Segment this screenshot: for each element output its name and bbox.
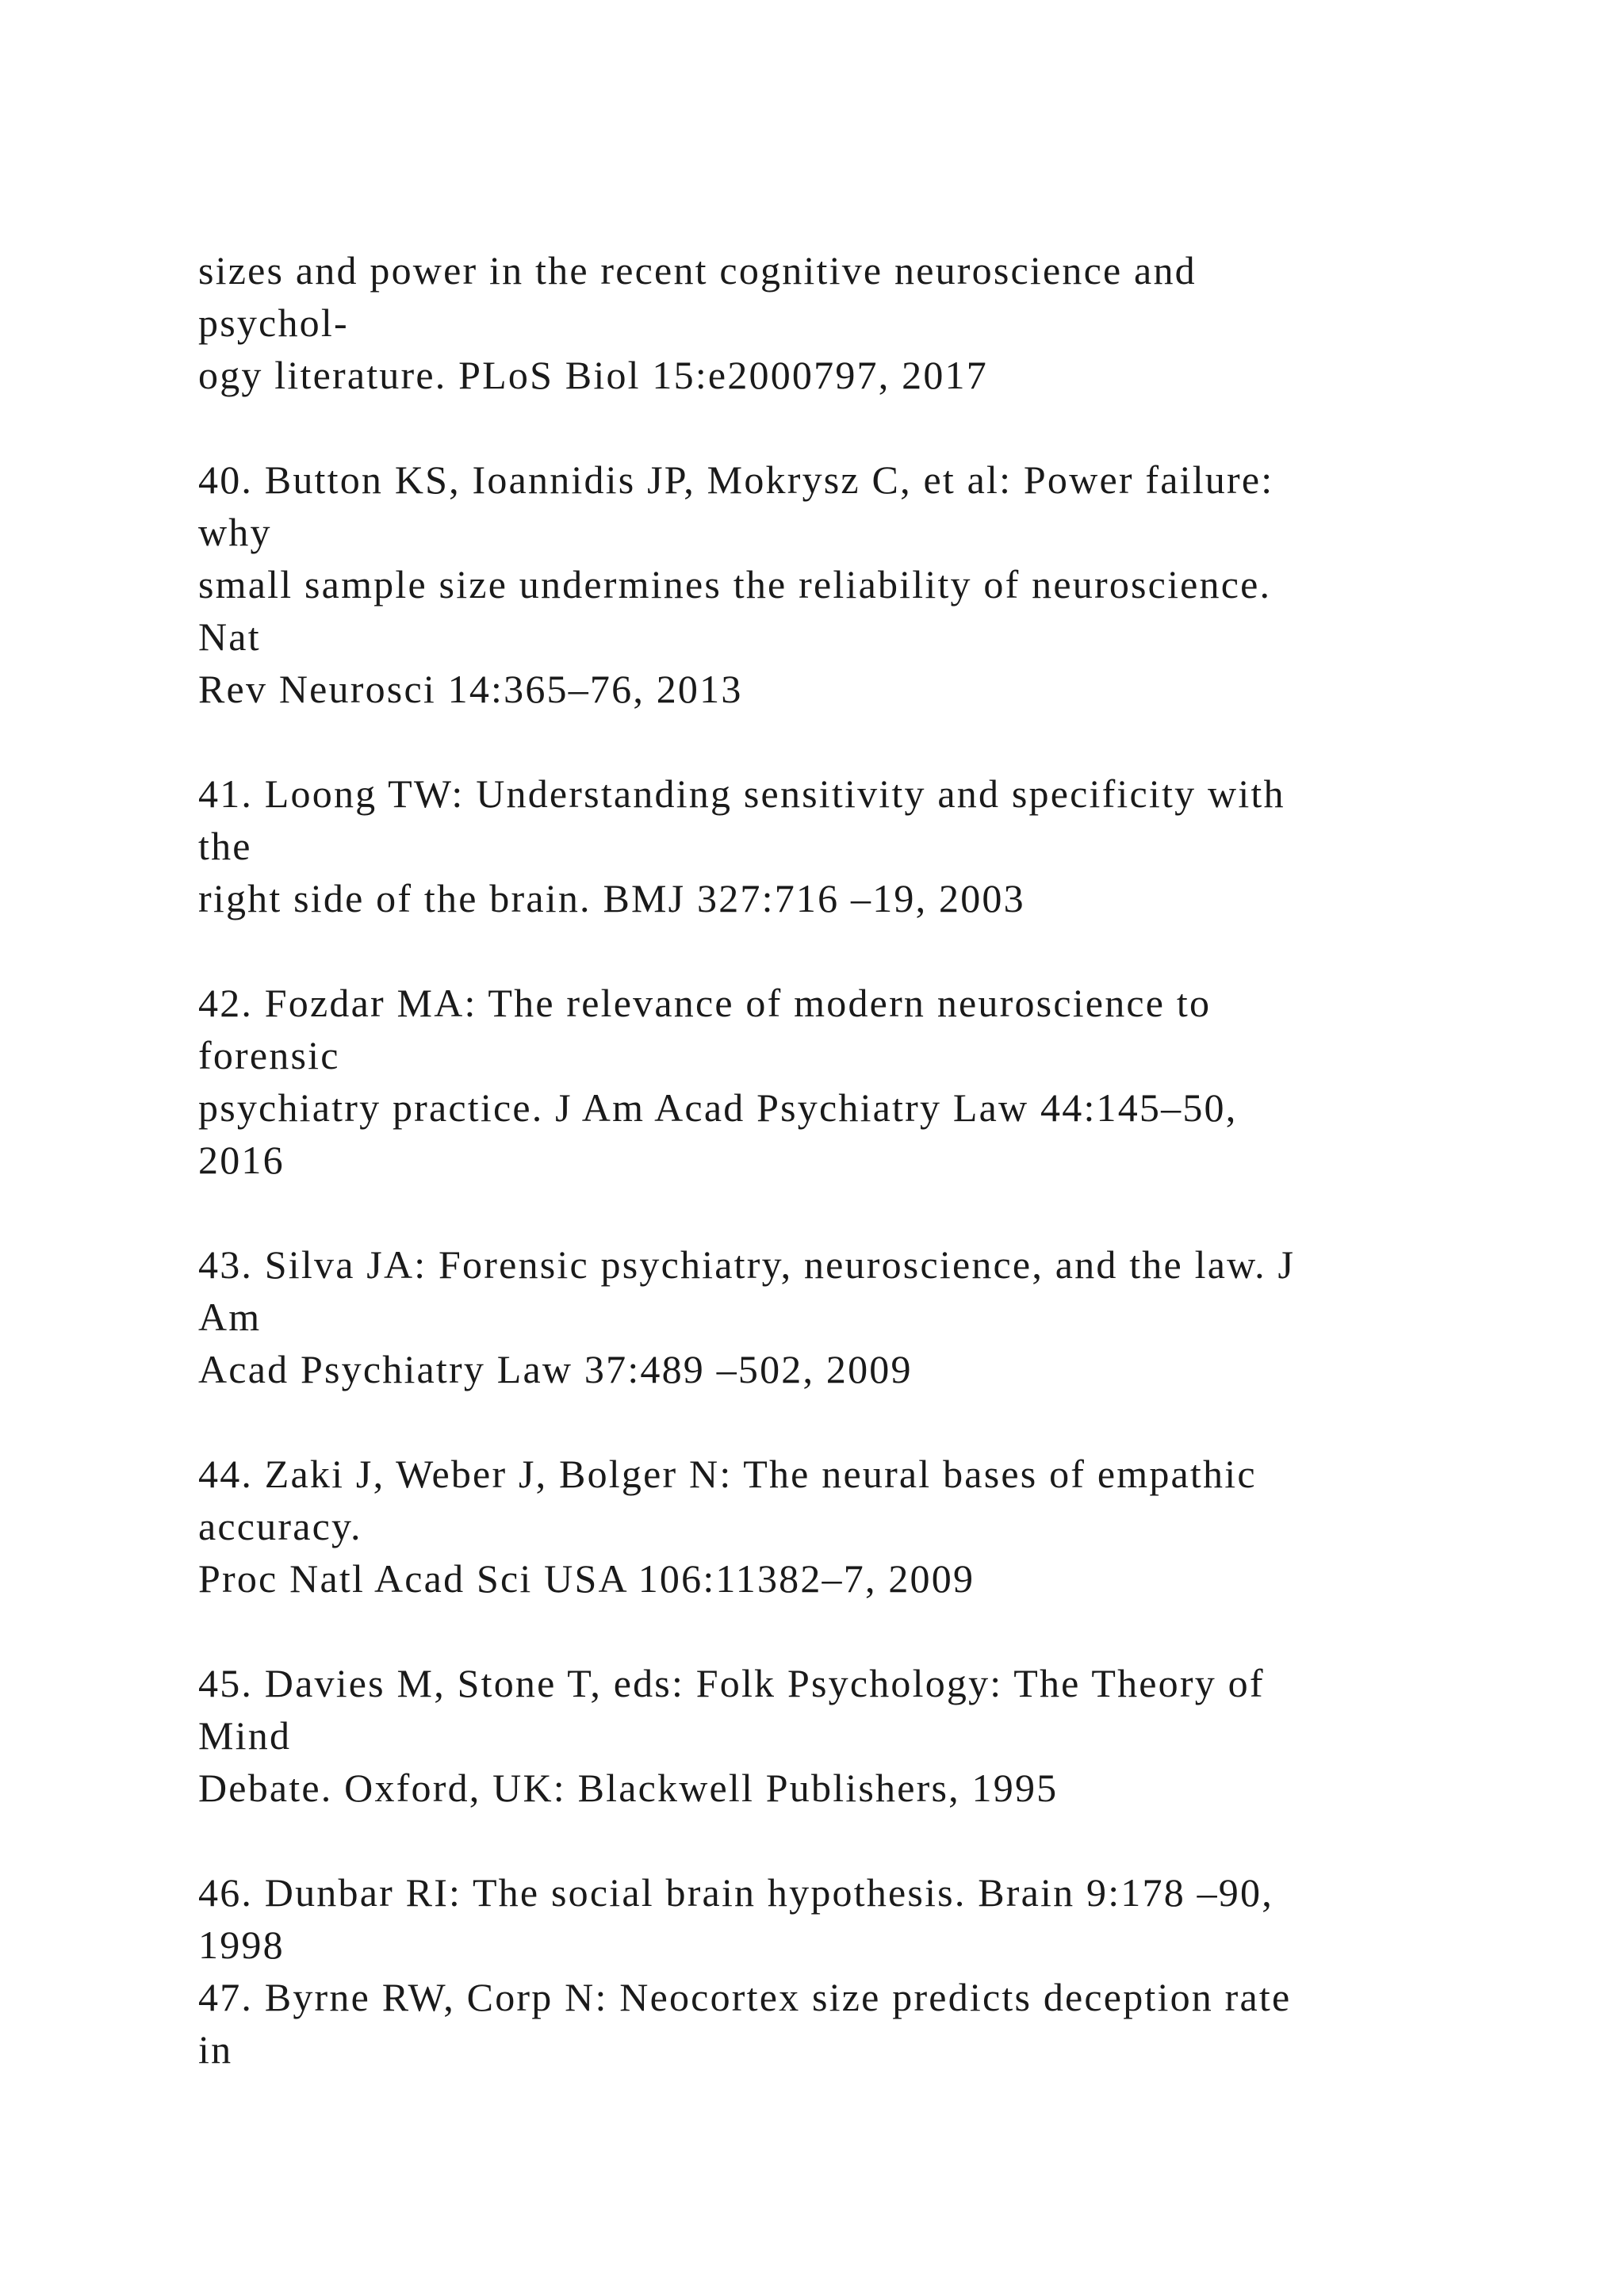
reference-41-line: 41. Loong TW: Understanding sensitivity and specificity with: [198, 771, 1285, 816]
text-line: 1998: [198, 1923, 285, 1967]
blank-line: [198, 1395, 1546, 1448]
text-line: psychol-: [198, 300, 349, 345]
text-line: Acad Psychiatry Law 37:489 –502, 2009: [198, 1347, 913, 1391]
blank-line: [198, 924, 1546, 977]
text-line: small sample size undermines the reliability of neuroscience.: [198, 562, 1272, 607]
blank-line: [198, 401, 1546, 453]
reference-44-line: 44. Zaki J, Weber J, Bolger N: The neural bases of empathic: [198, 1452, 1257, 1496]
reference-list: [198, 244, 1546, 2076]
reference-45-line: 45. Davies M, Stone T, eds: Folk Psychology: The Theory of: [198, 1661, 1265, 1705]
text-line: sizes and power in the recent cognitive neuroscience and: [198, 248, 1197, 293]
text-line: Proc Natl Acad Sci USA 106:11382–7, 2009: [198, 1556, 975, 1601]
text-line: why: [198, 510, 272, 554]
reference-46-line: 46. Dunbar RI: The social brain hypothesis. Brain 9:178 –90,: [198, 1870, 1274, 1915]
reference-43-line: 43. Silva JA: Forensic psychiatry, neuroscience, and the law. J: [198, 1242, 1296, 1287]
text-line: right side of the brain. BMJ 327:716 –19, 2003: [198, 876, 1025, 920]
text-line: psychiatry practice. J Am Acad Psychiatry Law 44:145–50,: [198, 1085, 1238, 1130]
text-line: forensic: [198, 1033, 340, 1077]
blank-line: [198, 1186, 1546, 1238]
text-line: 2016: [198, 1138, 285, 1182]
text-line: Nat: [198, 614, 261, 659]
reference-42-line: 42. Fozdar MA: The relevance of modern neuroscience to: [198, 981, 1212, 1025]
text-line: Debate. Oxford, UK: Blackwell Publishers, 1995: [198, 1766, 1059, 1810]
blank-line: [198, 715, 1546, 767]
text-line: Mind: [198, 1713, 292, 1758]
blank-line: [198, 1605, 1546, 1657]
reference-47-line: 47. Byrne RW, Corp N: Neocortex size predicts deception rate: [198, 1975, 1292, 2019]
blank-line: [198, 1814, 1546, 1866]
reference-40-line: 40. Button KS, Ioannidis JP, Mokrysz C, et al: Power failure:: [198, 457, 1274, 502]
text-line: ogy literature. PLoS Biol 15:e2000797, 2017: [198, 353, 988, 397]
text-line: accuracy.: [198, 1504, 362, 1548]
text-line: Rev Neurosci 14:365–76, 2013: [198, 667, 743, 711]
text-line: the: [198, 824, 252, 868]
text-line: in: [198, 2027, 233, 2072]
text-line: Am: [198, 1295, 262, 1339]
